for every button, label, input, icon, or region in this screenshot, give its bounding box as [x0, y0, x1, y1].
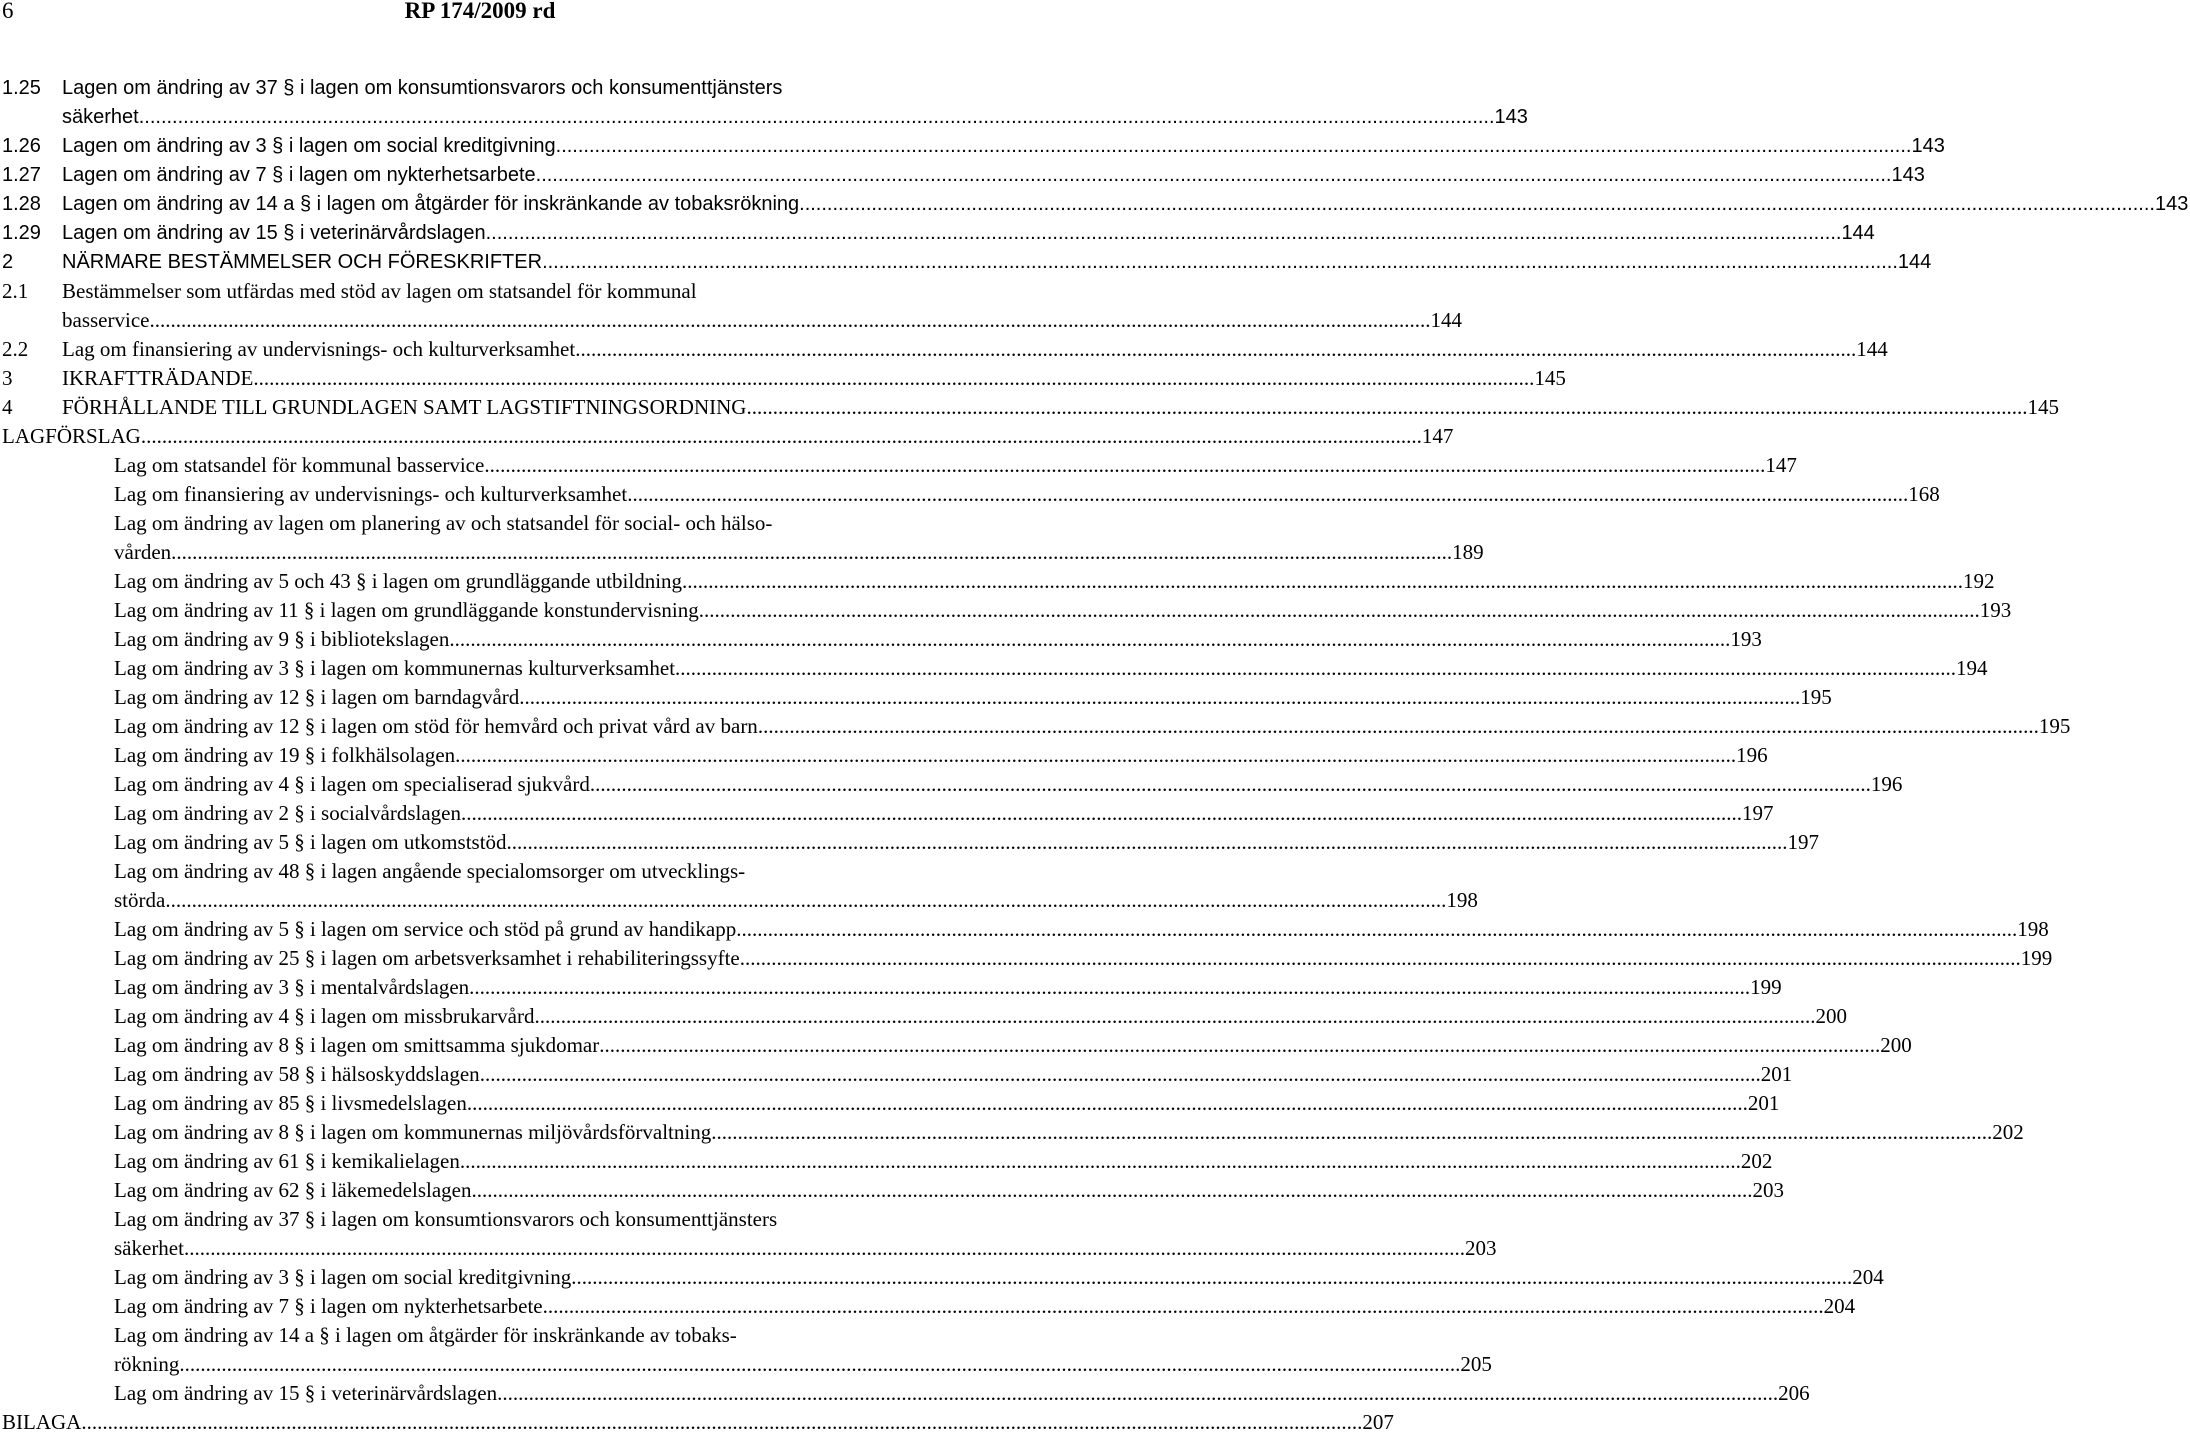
dot-leader [449, 625, 1730, 654]
toc-entry[interactable] [0, 103, 1528, 132]
toc-entry[interactable] [0, 625, 1762, 654]
dot-leader [534, 1002, 1815, 1031]
toc-entry-title: NÄRMARE BESTÄMMELSER OCH FÖRESKRIFTER [62, 251, 543, 273]
toc-entry-page: 192 [1963, 569, 1995, 593]
toc-entry[interactable] [0, 654, 1988, 683]
toc-entry-page: 197 [1787, 830, 1820, 854]
toc-entry-page: 195 [2038, 714, 2071, 738]
toc-entry-title: Lag om ändring av 12 § i lagen om barndagvård [114, 685, 520, 709]
toc-entry-title: Lagen om ändring av 37 § i lagen om konsumtionsvarors och konsumenttjänsters [62, 77, 783, 99]
toc-entry[interactable] [0, 1031, 1912, 1060]
toc-entry[interactable] [0, 770, 1903, 799]
toc-entry-page: 205 [1460, 1352, 1492, 1376]
dot-leader [599, 1031, 1880, 1060]
toc-entry[interactable] [0, 1408, 1394, 1437]
dot-leader [460, 1147, 1741, 1176]
dot-leader [165, 886, 1446, 915]
toc-entry-page: 144 [1430, 308, 1462, 332]
dot-leader [711, 1118, 1992, 1147]
dot-leader [171, 538, 1452, 567]
toc-entry[interactable] [0, 132, 1945, 161]
toc-entry-title: Lag om ändring av 62 § i läkemedelslagen [114, 1178, 472, 1202]
toc-entry-page: 202 [1740, 1149, 1773, 1173]
toc-entry-title: Lag om ändring av 3 § i mentalvårdslagen [114, 975, 470, 999]
toc-entry-title: Lag om ändring av 37 § i lagen om konsumtionsvarors och konsumenttjänsters [114, 1207, 778, 1231]
toc-entry-page: 147 [1421, 424, 1454, 448]
toc-entry-title: Lag om ändring av 5 och 43 § i lagen om grundläggande utbildning [114, 569, 683, 593]
dot-leader [497, 1379, 1778, 1408]
dot-leader [507, 828, 1788, 857]
dot-leader [740, 944, 2021, 973]
toc-entry[interactable] [0, 596, 2012, 625]
dot-leader [542, 248, 1898, 277]
toc-entry-title: Lag om ändring av 3 § i lagen om social kreditgivning [114, 1265, 572, 1289]
toc-entry[interactable] [0, 422, 1454, 451]
toc-entry-page: 203 [1464, 1236, 1497, 1260]
toc-entry-title: Lagen om ändring av 7 § i lagen om nykterhetsarbete [62, 164, 536, 186]
dot-leader [627, 480, 1908, 509]
toc-entry-title: Lag om finansiering av undervisnings- och kulturverksamhet [114, 482, 628, 506]
toc-entry[interactable] [0, 480, 1940, 509]
toc-entry-number: 1.25 [2, 77, 41, 99]
toc-entry[interactable] [0, 74, 960, 103]
toc-entry[interactable] [0, 1089, 1780, 1118]
toc-entry[interactable] [0, 190, 2189, 219]
dot-leader [590, 770, 1871, 799]
toc-entry-page: 204 [1823, 1294, 1856, 1318]
toc-entry-page: 189 [1452, 540, 1484, 564]
page-number: 6 [2, 0, 14, 23]
toc-entry-title: Lag om ändring av 15 § i veterinärvårdslagen [114, 1381, 498, 1405]
toc-entry-page: 204 [1852, 1265, 1884, 1289]
toc-entry[interactable] [0, 857, 960, 886]
toc-entry-number: 1.26 [2, 135, 41, 157]
toc-entry[interactable] [0, 277, 960, 306]
dot-leader [141, 422, 1422, 451]
toc-entry-title: Bestämmelser som utfärdas med stöd av lagen om statsandel för kommunal [62, 279, 697, 303]
dot-leader [675, 654, 1956, 683]
toc-entry-title: Lag om ändring av 48 § i lagen angående specialomsorger om utvecklings- [114, 859, 746, 883]
toc-entry-title: Lagen om ändring av 14 a § i lagen om åtgärder för inskränkande av tobaksrökning [62, 193, 800, 215]
toc-entry-page: 193 [1730, 627, 1762, 651]
toc-entry-page: 198 [1446, 888, 1478, 912]
toc-entry-page: 198 [2017, 917, 2049, 941]
toc-entry-title: Lag om ändring av 3 § i lagen om kommunernas kulturverksamhet [114, 656, 676, 680]
toc-entry-page: 199 [2020, 946, 2053, 970]
dot-leader [471, 1176, 1752, 1205]
toc-entry-page: 193 [1979, 598, 2012, 622]
toc-entry-page: 145 [2027, 395, 2059, 419]
toc-entry[interactable] [0, 451, 1797, 480]
toc-entry-title: Lag om ändring av 4 § i lagen om specialiserad sjukvård [114, 772, 590, 796]
toc-entry-title: säkerhet [62, 106, 139, 128]
dot-leader [461, 799, 1742, 828]
toc-entry[interactable] [0, 1350, 1492, 1379]
toc-entry[interactable] [0, 161, 1925, 190]
toc-entry-title: Lagen om ändring av 15 § i veterinärvårdslagen [62, 222, 486, 244]
toc-entry-title: Lag om ändring av 11 § i lagen om grundläggande konstundervisning [114, 598, 699, 622]
toc-entry[interactable] [0, 364, 1566, 393]
toc-entry-number: 3 [2, 366, 13, 390]
toc-entry-page: 143 [2154, 193, 2189, 215]
dot-leader [519, 683, 1800, 712]
toc-entry-page: 168 [1908, 482, 1940, 506]
toc-entry-title: Lag om ändring av 8 § i lagen om smittsamma sjukdomar [114, 1033, 600, 1057]
toc-entry-page: 144 [1856, 337, 1888, 361]
toc-entry-page: 206 [1778, 1381, 1810, 1405]
toc-entry-page: 207 [1362, 1410, 1394, 1434]
dot-leader [746, 393, 2027, 422]
toc-entry-page: 197 [1741, 801, 1774, 825]
toc-entry[interactable] [0, 248, 1932, 277]
toc-entry[interactable] [0, 1321, 960, 1350]
toc-entry-number: 2.2 [2, 337, 29, 361]
toc-entry[interactable] [0, 509, 960, 538]
dot-leader [253, 364, 1534, 393]
toc-entry-page: 194 [1956, 656, 1988, 680]
dot-leader [486, 219, 1842, 248]
toc-entry-page: 143 [1891, 164, 1925, 186]
dot-leader [736, 915, 2017, 944]
dot-leader [139, 103, 1495, 132]
toc-entry-page: 201 [1747, 1091, 1780, 1115]
toc-entry-page: 200 [1880, 1033, 1912, 1057]
toc-entry-title: Lag om ändring av 4 § i lagen om missbrukarvård [114, 1004, 535, 1028]
toc-entry[interactable] [0, 973, 1782, 1002]
page-header [0, 0, 960, 28]
toc-entry-title: Lag om ändring av 12 § i lagen om stöd för hemvård och privat vård av barn [114, 714, 758, 738]
dot-leader [81, 1408, 1362, 1437]
toc-entry-page: 202 [1992, 1120, 2024, 1144]
toc-entry[interactable] [0, 1379, 1810, 1408]
toc-entry-title: Lag om ändring av 5 § i lagen om service och stöd på grund av handikapp [114, 917, 737, 941]
toc-entry-title: Lag om ändring av 61 § i kemikalielagen [114, 1149, 460, 1173]
toc-entry[interactable] [0, 1205, 960, 1234]
toc-entry-title: Lag om ändring av 19 § i folkhälsolagen [114, 743, 456, 767]
dot-leader [484, 451, 1765, 480]
toc-entry[interactable] [0, 741, 1768, 770]
toc-entry-title: Lag om ändring av 5 § i lagen om utkomststöd [114, 830, 507, 854]
toc-entry[interactable] [0, 1234, 1497, 1263]
toc-entry-title: rökning [114, 1352, 180, 1376]
toc-entry-title: FÖRHÅLLANDE TILL GRUNDLAGEN SAMT LAGSTIFTNINGSORDNING [62, 395, 747, 419]
toc-entry-title: BILAGA [2, 1410, 82, 1434]
dot-leader [543, 1292, 1824, 1321]
toc-entry-page: 144 [1897, 251, 1932, 273]
toc-entry-number: 4 [2, 395, 13, 419]
toc-entry[interactable] [0, 915, 2049, 944]
toc-entry-page: 200 [1815, 1004, 1847, 1028]
toc-entry-page: 143 [1911, 135, 1945, 157]
toc-entry-title: basservice [62, 308, 150, 332]
table-of-contents [0, 74, 2189, 1437]
dot-leader [469, 973, 1750, 1002]
toc-entry-page: 196 [1870, 772, 1903, 796]
toc-entry-title: Lagen om ändring av 3 § i lagen om social kreditgivning [62, 135, 556, 157]
toc-entry[interactable] [0, 1118, 2024, 1147]
toc-entry-number: 1.28 [2, 193, 41, 215]
toc-entry-title: Lag om ändring av 58 § i hälsoskyddslagen [114, 1062, 480, 1086]
toc-entry-title: Lag om ändring av 85 § i livsmedelslagen [114, 1091, 467, 1115]
toc-entry[interactable] [0, 219, 1875, 248]
toc-entry-page: 199 [1750, 975, 1782, 999]
toc-entry-page: 203 [1752, 1178, 1784, 1202]
toc-entry[interactable] [0, 393, 2059, 422]
toc-entry[interactable] [0, 712, 2071, 741]
toc-entry-page: 144 [1841, 222, 1875, 244]
toc-entry-page: 145 [1534, 366, 1566, 390]
dot-leader [179, 1350, 1460, 1379]
toc-entry-title: LAGFÖRSLAG [2, 424, 141, 448]
toc-entry[interactable] [0, 1176, 1784, 1205]
toc-entry-title: Lag om ändring av 8 § i lagen om kommunernas miljövårdsförvaltning [114, 1120, 712, 1144]
toc-entry-title: Lag om ändring av 2 § i socialvårdslagen [114, 801, 461, 825]
toc-entry-title: Lag om ändring av 25 § i lagen om arbetsverksamhet i rehabiliteringssyfte [114, 946, 740, 970]
toc-entry-title: Lag om finansiering av undervisnings- och kulturverksamhet [62, 337, 576, 361]
toc-entry[interactable] [0, 944, 2053, 973]
toc-entry-title: Lag om statsandel för kommunal basservice [114, 453, 485, 477]
dot-leader [799, 190, 2155, 219]
toc-entry[interactable] [0, 886, 1478, 915]
toc-entry-number: 1.27 [2, 164, 41, 186]
toc-entry-title: störda [114, 888, 166, 912]
toc-entry-title: Lag om ändring av lagen om planering av och statsandel för social- och hälso- [114, 511, 773, 535]
toc-entry[interactable] [0, 306, 1462, 335]
toc-entry-page: 147 [1765, 453, 1797, 477]
toc-entry-title: IKRAFTTRÄDANDE [62, 366, 254, 390]
dot-leader [556, 132, 1912, 161]
toc-entry-page: 195 [1800, 685, 1832, 709]
toc-entry[interactable] [0, 683, 1832, 712]
document-id: RP 174/2009 rd [404, 0, 556, 23]
dot-leader [571, 1263, 1852, 1292]
dot-leader [575, 335, 1856, 364]
toc-entry[interactable] [0, 799, 1774, 828]
toc-entry-number: 1.29 [2, 222, 41, 244]
toc-entry-number: 2 [2, 251, 14, 273]
dot-leader [184, 1234, 1465, 1263]
toc-entry-number: 2.1 [2, 279, 29, 303]
toc-entry[interactable] [0, 1002, 1847, 1031]
toc-entry[interactable] [0, 567, 1995, 596]
dot-leader [536, 161, 1892, 190]
dot-leader [682, 567, 1963, 596]
toc-entry[interactable] [0, 1263, 1884, 1292]
toc-entry[interactable] [0, 335, 1888, 364]
dot-leader [455, 741, 1736, 770]
toc-entry[interactable] [0, 1147, 1773, 1176]
toc-entry[interactable] [0, 538, 1484, 567]
dot-leader [467, 1089, 1748, 1118]
toc-entry-title: vården [114, 540, 172, 564]
dot-leader [480, 1060, 1761, 1089]
toc-entry-title: säkerhet [114, 1236, 184, 1260]
dot-leader [149, 306, 1430, 335]
toc-entry[interactable] [0, 1060, 1793, 1089]
toc-entry[interactable] [0, 1292, 1856, 1321]
toc-entry-page: 201 [1760, 1062, 1793, 1086]
toc-entry[interactable] [0, 828, 1820, 857]
toc-entry-page: 143 [1494, 106, 1528, 128]
dot-leader [699, 596, 1980, 625]
toc-entry-title: Lag om ändring av 7 § i lagen om nykterhetsarbete [114, 1294, 543, 1318]
toc-entry-page: 196 [1736, 743, 1768, 767]
toc-entry-title: Lag om ändring av 14 a § i lagen om åtgärder för inskränkande av tobaks- [114, 1323, 737, 1347]
dot-leader [758, 712, 2039, 741]
toc-entry-title: Lag om ändring av 9 § i bibliotekslagen [114, 627, 450, 651]
